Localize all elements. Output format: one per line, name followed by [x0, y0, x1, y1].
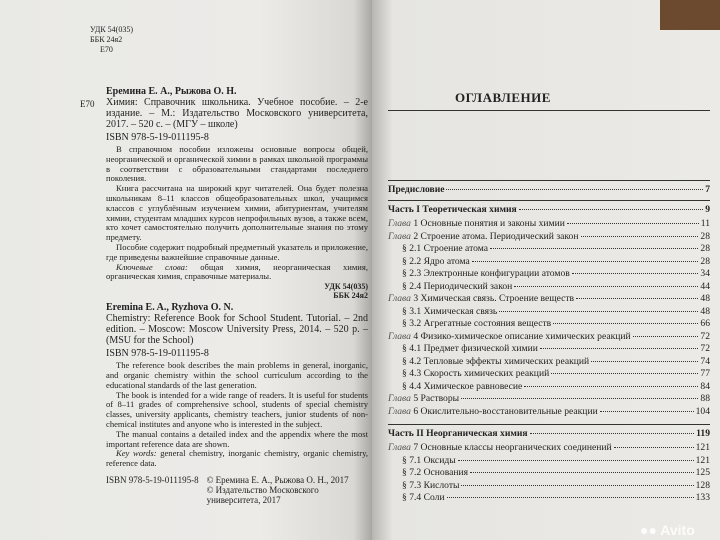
toc-entry-text: § 3.1 Химическая связь [402, 305, 498, 317]
toc-section-rule [388, 200, 710, 201]
toc-entry [388, 393, 710, 404]
toc-entry-label [388, 393, 459, 404]
udk-top: УДК 54(035) [90, 25, 133, 34]
toc-entry-text: § 4.3 Скорость химических реакций [402, 368, 550, 379]
toc-entry-label [388, 243, 488, 254]
toc-entry [388, 306, 710, 317]
toc-leader-dots [461, 485, 693, 486]
toc-page-number: 121 [695, 442, 710, 453]
ru-bib: Химия: Справочник школьника. Учебное пособие. – 2-е издание. – М.: Издательство Московского университета, 2017. – 520 с. – (МГУ – школе) [106, 97, 368, 130]
toc-page-number: 119 [696, 428, 710, 439]
toc-entry-label [388, 293, 574, 304]
toc-entry [388, 381, 710, 392]
toc-leader-dots [553, 323, 698, 324]
toc-page-number: 48 [700, 293, 710, 304]
toc-leader-dots [581, 236, 699, 237]
toc-entry-label [388, 231, 579, 242]
avito-watermark-logo: ●● Avito [640, 522, 695, 538]
toc-page-number: 11 [700, 218, 710, 229]
ru-keywords-text: общая химия, неорганическая химия, органическая химия, справочные материалы. [106, 261, 368, 282]
ru-isbn: ISBN 978-5-19-011195-8 [106, 132, 209, 143]
imprint-footer [106, 475, 368, 505]
toc-entry-label [388, 381, 522, 392]
toc-entry-text: 3 Химическая связь. Строение веществ [410, 293, 575, 304]
toc-chapter-prefix: Глава [388, 230, 411, 242]
toc-entry-label [388, 406, 598, 417]
toc-entry-text: § 4.1 Предмет физической химии [402, 343, 538, 354]
table-of-contents [388, 0, 710, 540]
toc-leader-dots [472, 261, 699, 262]
toc-leader-dots [524, 386, 698, 387]
toc-entry-label [388, 268, 570, 279]
code-side: Е70 [80, 99, 95, 109]
toc-entry-text: 6 Окислительно-восстановительные реакции [410, 405, 598, 417]
toc-entry [388, 368, 710, 379]
toc-entry-label [388, 318, 551, 329]
bbk-bottom: ББК 24я2 [333, 291, 368, 301]
toc-entry-text: § 7.3 Кислоты [402, 479, 460, 491]
toc-entry-text: Часть II Неорганическая химия [388, 428, 528, 439]
toc-chapter-prefix: Глава [388, 330, 411, 342]
toc-chapter-prefix: Глава [388, 293, 411, 304]
toc-entry-label [388, 343, 538, 354]
toc-leader-dots [614, 447, 694, 448]
ru-paragraph-2: Книга рассчитана на широкий круг читателей. Она будет полезна школьникам 8–11 классов общеобразовательных школ, учащимся классов с углублённым изучением химии, абитуриентам, учителям химии, студентам младших курсов непрофильных вузов, а также всем, кто хочет самостоятельно получить дополнительные знания по этому предмету. [106, 183, 368, 243]
toc-section-rule [388, 424, 710, 425]
en-isbn: ISBN 978-5-19-011195-8 [106, 348, 209, 360]
toc-entry [388, 455, 710, 466]
toc-page-number: 28 [700, 255, 710, 267]
en-paragraph-2: The book is intended for a wide range of readers. It is useful for students of 8–11 grades of comprehensive school, students of special chemistry classes, university applicants, chemistry teachers, junior students of non-chemical institutes and anyone who is interested in the subject. [106, 389, 368, 429]
toc-entry-label [388, 428, 528, 439]
toc-entry [388, 331, 710, 342]
toc-chapter-prefix: Глава [388, 442, 411, 453]
en-keywords [106, 449, 368, 469]
toc-entry [388, 184, 710, 195]
toc-leader-dots [633, 336, 699, 337]
toc-entry [388, 467, 710, 478]
toc-entry [388, 243, 710, 254]
toc-leader-dots [470, 472, 694, 473]
toc-entry [388, 256, 710, 267]
toc-entry [388, 428, 710, 439]
copyright-publisher: © Издательство Московского университета, 2017 [206, 484, 319, 505]
toc-entry-label [388, 256, 470, 267]
toc-page-number: 9 [705, 204, 710, 215]
copyright-block [207, 475, 368, 505]
toc-entry-text: § 7.4 Соли [402, 492, 445, 503]
toc-entry [388, 480, 710, 491]
imprint-column [106, 86, 368, 505]
toc-page-number: 66 [700, 318, 710, 329]
toc-entry [388, 492, 710, 503]
toc-page-number: 28 [700, 230, 710, 242]
toc-chapter-prefix: Глава [388, 393, 411, 404]
toc-leader-dots [514, 286, 698, 287]
toc-section-rule [388, 180, 710, 181]
toc-leader-dots [461, 398, 698, 399]
toc-page-number: 125 [695, 467, 710, 478]
toc-leader-dots [499, 311, 698, 312]
copyright-authors: © Еремина Е. А., Рыжова О. Н., 2017 [206, 474, 349, 485]
toc-entry-text: 1 Основные понятия и законы химии [410, 218, 565, 229]
toc-entry-text: § 7.2 Основания [402, 467, 469, 478]
toc-entry-label [388, 467, 468, 478]
en-keywords-text: general chemistry, inorganic chemistry, organic chemistry, reference data. [106, 448, 368, 469]
toc-entry-label [388, 480, 459, 491]
toc-leader-dots [447, 497, 694, 498]
toc-leader-dots [530, 433, 695, 434]
toc-entry-label [388, 281, 512, 292]
toc-entry-text: 4 Физико-химическое описание химических реакций [410, 330, 631, 342]
en-paragraph-3: The manual contains a detailed index and the appendix where the most important reference data are shown. [106, 428, 368, 449]
toc-entry-label [388, 442, 612, 453]
ru-keywords-label: Ключевые слова: [116, 261, 188, 272]
toc-entry [388, 204, 710, 215]
toc-entry [388, 406, 710, 417]
toc-entry [388, 442, 710, 453]
en-keywords-label: Key words: [116, 448, 157, 459]
toc-entry [388, 281, 710, 292]
toc-entry-text: 5 Растворы [410, 393, 460, 404]
toc-chapter-prefix: Глава [388, 405, 411, 417]
toc-page-number: 88 [700, 393, 710, 404]
toc-page-number: 48 [700, 305, 710, 317]
toc-entry-text: § 3.2 Агрегатные состояния веществ [402, 318, 552, 329]
toc-page-number: 72 [700, 330, 710, 342]
toc-entry-label [388, 356, 589, 367]
toc-page-number: 34 [700, 268, 710, 279]
toc-page-number: 77 [700, 368, 710, 379]
toc-entry [388, 293, 710, 304]
toc-entry-text: § 4.2 Тепловые эффекты химических реакций [402, 355, 590, 367]
toc-page-number: 133 [695, 492, 710, 503]
toc-leader-dots [446, 189, 703, 190]
toc-title: ОГЛАВЛЕНИЕ [455, 90, 551, 105]
toc-entry-text: § 2.3 Электронные конфигурации атомов [402, 268, 570, 279]
ru-authors: Еремина Е. А., Рыжова О. Н. [106, 86, 237, 97]
toc-entry [388, 218, 710, 229]
toc-entry-text: Часть I Теоретическая химия [388, 204, 517, 215]
ru-paragraph-3: Пособие содержит подробный предметный указатель и приложение, где приведены важнейшие справочные данные. [106, 241, 368, 262]
toc-page-number: 44 [700, 280, 710, 292]
toc-leader-dots [572, 273, 699, 274]
toc-entry [388, 318, 710, 329]
toc-entry-label [388, 492, 445, 503]
toc-leader-dots [567, 223, 699, 224]
toc-entry-text: Предисловие [388, 184, 445, 195]
toc-leader-dots [490, 248, 698, 249]
udk-bottom: УДК 54(035) [324, 282, 368, 292]
toc-entry-label [388, 331, 631, 342]
toc-page-number: 74 [700, 355, 710, 367]
toc-page-number: 72 [700, 343, 710, 354]
toc-page-number: 7 [705, 184, 710, 195]
toc-leader-dots [458, 460, 694, 461]
en-bib: Chemistry: Reference Book for School Student. Tutorial. – 2nd edition. – Moscow: Moscow University Press, 2014. – 520 p. – (MSU for the School) [106, 313, 368, 347]
toc-entry-text: § 7.1 Оксиды [402, 454, 456, 466]
isbn-footer: ISBN 978-5-19-011195-8 [106, 474, 199, 485]
toc-leader-dots [551, 373, 698, 374]
toc-leader-dots [591, 361, 698, 362]
toc-entry-text: § 2.1 Строение атома [402, 243, 489, 254]
toc-entry-text: 2 Строение атома. Периодический закон [410, 230, 579, 242]
toc-entry-label [388, 455, 456, 466]
en-paragraph-1: The reference book describes the main problems in general, inorganic, and organic chemistry within the school curriculum according to the educational standards of the last generation. [106, 360, 368, 390]
toc-leader-dots [576, 298, 698, 299]
toc-page-number: 104 [695, 405, 710, 417]
en-authors: Eremina E. A., Ryzhova O. N. [106, 302, 234, 314]
toc-leader-dots [600, 411, 694, 412]
toc-entry-label [388, 184, 444, 195]
toc-leader-dots [540, 348, 699, 349]
bbk-top: ББК 24я2 [90, 35, 123, 44]
toc-entry-text: 7 Основные классы неорганических соединений [410, 442, 612, 453]
toc-page-number: 121 [695, 454, 710, 466]
toc-entry-label [388, 218, 565, 229]
toc-entry [388, 231, 710, 242]
code-top: Е70 [100, 45, 113, 54]
ru-paragraph-1: В справочном пособии изложены основные вопросы общей, неорганической и органической химии в рамках школьной программы в соответствии с образовательными стандартами последнего поколения. [106, 144, 368, 184]
toc-chapter-prefix: Глава [388, 218, 411, 229]
toc-leader-dots [519, 209, 703, 210]
toc-entry-label [388, 306, 497, 317]
toc-entry-label [388, 368, 549, 379]
toc-entry-text: § 4.4 Химическое равновесие [402, 380, 523, 392]
toc-entry [388, 356, 710, 367]
toc-entry-text: § 2.4 Периодический закон [402, 280, 513, 292]
toc-page-number: 28 [700, 243, 710, 254]
toc-entry [388, 268, 710, 279]
toc-entry-text: § 2.2 Ядро атома [402, 255, 470, 267]
toc-page-number: 84 [700, 380, 710, 392]
toc-page-number: 128 [695, 479, 710, 491]
toc-entry [388, 343, 710, 354]
toc-entry-label [388, 204, 517, 215]
ru-keywords [106, 263, 368, 283]
